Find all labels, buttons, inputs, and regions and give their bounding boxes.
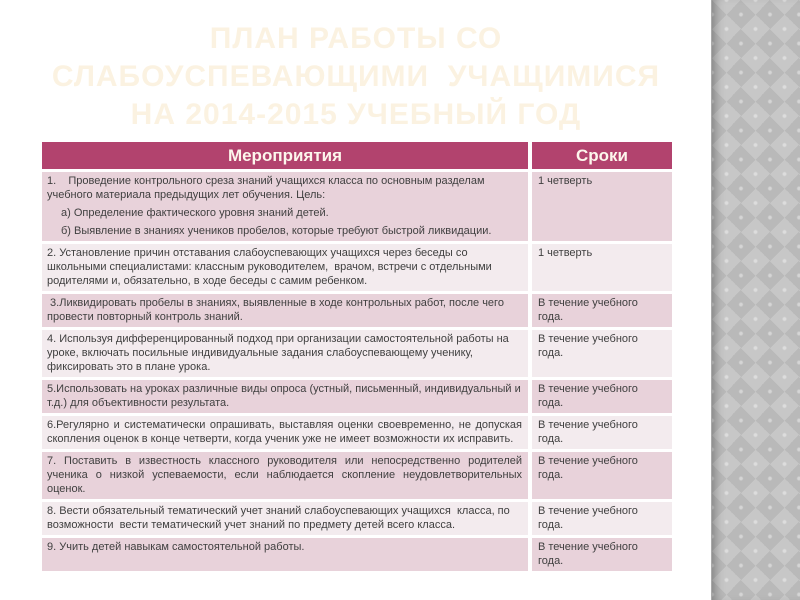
- plan-table: [42, 142, 672, 574]
- activity-subitem: а) Определение фактического уровня знаний детей.: [61, 207, 329, 219]
- header-cell-terms: Сроки: [532, 142, 672, 169]
- activity-text: 5.Использовать на уроках различные виды опроса (устный, письменный, индивидуальный и т.д.) для объективности результата.: [47, 383, 521, 409]
- table-row: [42, 330, 672, 377]
- term-cell: В течение учебного года.: [532, 502, 672, 535]
- activity-text: 1. Проведение контрольного среза знаний учащихся класса по основным разделам учебного материала предыдущих лет обучения. Цель:: [47, 175, 485, 201]
- title-line: ПЛАН РАБОТЫ СО: [209, 22, 503, 55]
- table-row: [42, 452, 672, 499]
- table-row: [42, 244, 672, 291]
- activity-cell: [42, 330, 528, 377]
- activity-cell: [42, 416, 528, 449]
- table-row: [42, 294, 672, 327]
- activity-cell: [42, 452, 528, 499]
- table-row: [42, 416, 672, 449]
- activity-text: 8. Вести обязательный тематический учет знаний слабоуспевающих учащихся класса, по возможности вести тематический учет знаний по предмету детей всего класса.: [47, 505, 510, 531]
- activity-cell: [42, 172, 528, 241]
- table-row: [42, 172, 672, 241]
- term-cell: 1 четверть: [532, 244, 672, 291]
- term-cell: 1 четверть: [532, 172, 672, 241]
- activity-text: 2. Установление причин отставания слабоуспевающих учащихся через беседы со школьными специалистами: классным руководителем, врачом, встречи с отдельными родителями и, обязательно, в ходе беседы с самим ребенком.: [47, 247, 492, 287]
- table-header: [42, 142, 672, 169]
- table-row: [42, 538, 672, 571]
- term-cell: В течение учебного года.: [532, 416, 672, 449]
- activity-cell: [42, 244, 528, 291]
- table-row: [42, 502, 672, 535]
- activity-text: 4. Используя дифференцированный подход при организации самостоятельной работы на уроке, включать посильные индивидуальные задания слабоуспевающему ученику, фиксировать это в плане урока.: [47, 333, 509, 373]
- activity-text: 3.Ликвидировать пробелы в знаниях, выявленные в ходе контрольных работ, после чего провести повторный контроль знаний.: [47, 297, 504, 323]
- argyle-pattern-strip: [711, 0, 800, 600]
- term-cell: В течение учебного года.: [532, 452, 672, 499]
- table-row: [42, 380, 672, 413]
- activity-text: 9. Учить детей навыкам самостоятельной работы.: [47, 541, 305, 553]
- term-cell: В течение учебного года.: [532, 330, 672, 377]
- activity-cell: [42, 538, 528, 571]
- header-cell-activities: Мероприятия: [42, 142, 528, 169]
- activity-cell: [42, 294, 528, 327]
- term-cell: В течение учебного года.: [532, 380, 672, 413]
- term-cell: В течение учебного года.: [532, 294, 672, 327]
- title-line: НА 2014-2015 УЧЕБНЫЙ ГОД: [130, 98, 582, 131]
- term-cell: В течение учебного года.: [532, 538, 672, 571]
- activity-cell: [42, 380, 528, 413]
- activity-cell: [42, 502, 528, 535]
- activity-subitem: б) Выявление в знаниях учеников пробелов, которые требуют быстрой ликвидации.: [61, 225, 492, 237]
- activity-text: 6.Регулярно и систематически опрашивать, выставляя оценки своевременно, не допуская скопления оценок в конце четверти, когда ученик уже не имеет возможности их исправить.: [47, 419, 522, 445]
- slide-title: [0, 20, 712, 134]
- activity-text: 7. Поставить в известность классного руководителя или непосредственно родителей ученика о низкой успеваемости, если наблюдается скопление неудовлетворительных оценок.: [47, 455, 522, 495]
- table-body: [42, 172, 672, 571]
- title-line: СЛАБОУСПЕВАЮЩИМИ УЧАЩИМИСЯ: [51, 60, 661, 93]
